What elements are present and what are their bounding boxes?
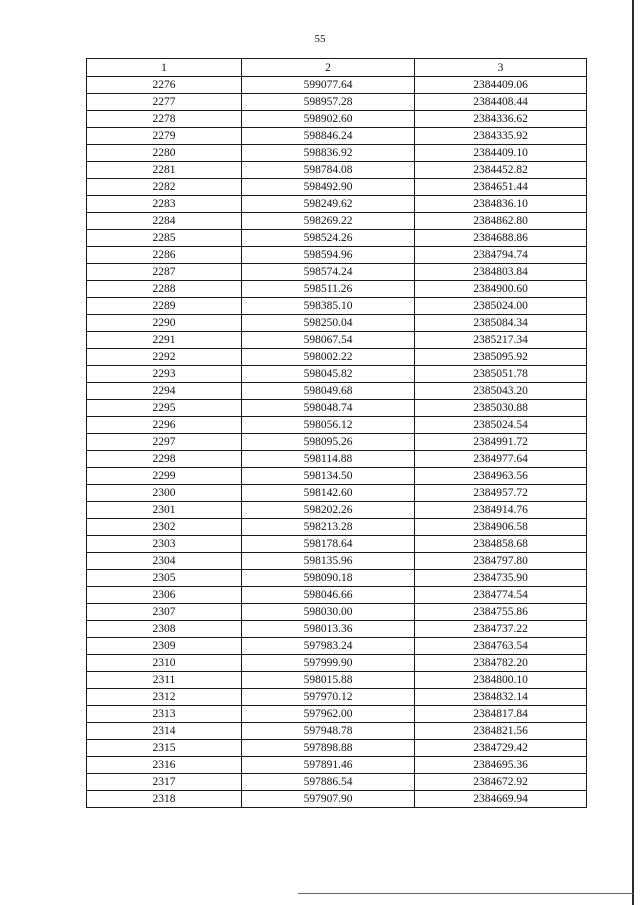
table-cell-col-1: 2297: [87, 434, 242, 451]
table-header: [87, 59, 587, 77]
table-cell-col-1: 2281: [87, 162, 242, 179]
table-cell-col-1: 2288: [87, 281, 242, 298]
table-cell-col-3: 2384836.10: [415, 196, 587, 213]
table-cell-col-2: 598574.24: [242, 264, 415, 281]
table-cell-col-3: 2384695.36: [415, 757, 587, 774]
table-cell-col-1: 2300: [87, 485, 242, 502]
table-cell-col-2: 597962.00: [242, 706, 415, 723]
header-row: [87, 59, 587, 77]
table-cell-col-1: 2304: [87, 553, 242, 570]
table-cell-col-3: 2384803.84: [415, 264, 587, 281]
table-cell-col-3: 2385217.34: [415, 332, 587, 349]
table-cell-col-1: 2308: [87, 621, 242, 638]
table-cell-col-3: 2384817.84: [415, 706, 587, 723]
table-cell-col-3: 2384914.76: [415, 502, 587, 519]
page-number: 55: [314, 33, 326, 45]
table-cell-col-2: 598049.68: [242, 383, 415, 400]
table-cell-col-3: 2384335.92: [415, 128, 587, 145]
table-cell-col-1: 2285: [87, 230, 242, 247]
table-row: [87, 706, 587, 723]
table-cell-col-2: 598269.22: [242, 213, 415, 230]
table-row: [87, 332, 587, 349]
table-cell-col-1: 2280: [87, 145, 242, 162]
table-row: [87, 689, 587, 706]
table-cell-col-2: 598249.62: [242, 196, 415, 213]
table-cell-col-2: 598178.64: [242, 536, 415, 553]
table-row: [87, 485, 587, 502]
table-cell-col-2: 598492.90: [242, 179, 415, 196]
table-cell-col-2: 598135.96: [242, 553, 415, 570]
table-cell-col-3: 2384735.90: [415, 570, 587, 587]
table-cell-col-2: 598056.12: [242, 417, 415, 434]
table-cell-col-2: 598142.60: [242, 485, 415, 502]
table-cell-col-1: 2295: [87, 400, 242, 417]
coordinates-table: [86, 58, 587, 808]
table-cell-col-2: 598213.28: [242, 519, 415, 536]
table-cell-col-2: 598784.08: [242, 162, 415, 179]
table-cell-col-1: 2294: [87, 383, 242, 400]
table-cell-col-3: 2385030.88: [415, 400, 587, 417]
table-row: [87, 298, 587, 315]
table-cell-col-3: 2384774.54: [415, 587, 587, 604]
table-row: [87, 349, 587, 366]
table-cell-col-3: 2384800.10: [415, 672, 587, 689]
table-cell-col-1: 2298: [87, 451, 242, 468]
table-cell-col-2: 597891.46: [242, 757, 415, 774]
table-cell-col-1: 2296: [87, 417, 242, 434]
table-row: [87, 740, 587, 757]
table-cell-col-2: 598202.26: [242, 502, 415, 519]
table-row: [87, 791, 587, 808]
table-cell-col-2: 598013.36: [242, 621, 415, 638]
table-row: [87, 553, 587, 570]
table-cell-col-2: 597948.78: [242, 723, 415, 740]
table-cell-col-1: 2286: [87, 247, 242, 264]
table-row: [87, 655, 587, 672]
table-cell-col-1: 2299: [87, 468, 242, 485]
table-row: [87, 213, 587, 230]
table-cell-col-3: 2384336.62: [415, 111, 587, 128]
table-cell-col-3: 2384409.10: [415, 145, 587, 162]
table-row: [87, 451, 587, 468]
table-cell-col-1: 2290: [87, 315, 242, 332]
table-cell-col-3: 2385024.00: [415, 298, 587, 315]
table-row: [87, 264, 587, 281]
table-cell-col-1: 2314: [87, 723, 242, 740]
table-row: [87, 247, 587, 264]
table-cell-col-3: 2384755.86: [415, 604, 587, 621]
table-cell-col-2: 598090.18: [242, 570, 415, 587]
table-cell-col-3: 2385084.34: [415, 315, 587, 332]
table-cell-col-3: 2384672.92: [415, 774, 587, 791]
table-cell-col-1: 2282: [87, 179, 242, 196]
table-cell-col-2: 598095.26: [242, 434, 415, 451]
table-row: [87, 196, 587, 213]
table-cell-col-1: 2283: [87, 196, 242, 213]
table-row: [87, 570, 587, 587]
table-cell-col-3: 2384963.56: [415, 468, 587, 485]
table-cell-col-2: 598846.24: [242, 128, 415, 145]
table-cell-col-2: 598048.74: [242, 400, 415, 417]
table-cell-col-3: 2385043.20: [415, 383, 587, 400]
table-cell-col-3: 2384977.64: [415, 451, 587, 468]
table-cell-col-2: 597898.88: [242, 740, 415, 757]
table-cell-col-1: 2303: [87, 536, 242, 553]
table-cell-col-1: 2276: [87, 77, 242, 94]
table-cell-col-1: 2292: [87, 349, 242, 366]
page-edge-line: [632, 0, 634, 905]
table-row: [87, 417, 587, 434]
table-row: [87, 587, 587, 604]
table-cell-col-2: 598046.66: [242, 587, 415, 604]
table-cell-col-3: 2385095.92: [415, 349, 587, 366]
table-row: [87, 145, 587, 162]
table-cell-col-2: 598511.26: [242, 281, 415, 298]
table-cell-col-3: 2384452.82: [415, 162, 587, 179]
table-cell-col-1: 2279: [87, 128, 242, 145]
table-cell-col-3: 2385051.78: [415, 366, 587, 383]
table-cell-col-1: 2309: [87, 638, 242, 655]
table-cell-col-1: 2312: [87, 689, 242, 706]
table-row: [87, 230, 587, 247]
table-row: [87, 315, 587, 332]
table-row: [87, 774, 587, 791]
table-cell-col-3: 2384651.44: [415, 179, 587, 196]
table-cell-col-3: 2384737.22: [415, 621, 587, 638]
table-cell-col-1: 2311: [87, 672, 242, 689]
table-cell-col-1: 2317: [87, 774, 242, 791]
table-cell-col-3: 2384688.86: [415, 230, 587, 247]
table-cell-col-3: 2384862.80: [415, 213, 587, 230]
table-cell-col-2: 597999.90: [242, 655, 415, 672]
table-cell-col-2: 597907.90: [242, 791, 415, 808]
table-cell-col-3: 2384900.60: [415, 281, 587, 298]
page-bottom-line: [298, 893, 633, 894]
table-cell-col-2: 599077.64: [242, 77, 415, 94]
table-cell-col-1: 2284: [87, 213, 242, 230]
table-cell-col-2: 598524.26: [242, 230, 415, 247]
table-row: [87, 638, 587, 655]
table-cell-col-1: 2318: [87, 791, 242, 808]
column-header-3: 3: [415, 59, 587, 77]
table-cell-col-3: 2384408.44: [415, 94, 587, 111]
table-row: [87, 723, 587, 740]
table-cell-col-1: 2293: [87, 366, 242, 383]
table-row: [87, 536, 587, 553]
table-cell-col-2: 598030.00: [242, 604, 415, 621]
table-row: [87, 621, 587, 638]
table-cell-col-1: 2301: [87, 502, 242, 519]
table-cell-col-1: 2277: [87, 94, 242, 111]
table-cell-col-3: 2384991.72: [415, 434, 587, 451]
table-row: [87, 383, 587, 400]
table-cell-col-3: 2384906.58: [415, 519, 587, 536]
table-cell-col-3: 2385024.54: [415, 417, 587, 434]
table-row: [87, 94, 587, 111]
table-row: [87, 366, 587, 383]
table-cell-col-3: 2384729.42: [415, 740, 587, 757]
table-cell-col-3: 2384858.68: [415, 536, 587, 553]
table-cell-col-2: 598385.10: [242, 298, 415, 315]
table-cell-col-3: 2384669.94: [415, 791, 587, 808]
table-cell-col-2: 598957.28: [242, 94, 415, 111]
table-row: [87, 757, 587, 774]
table-cell-col-1: 2289: [87, 298, 242, 315]
table-cell-col-1: 2291: [87, 332, 242, 349]
table-cell-col-2: 598594.96: [242, 247, 415, 264]
table-cell-col-3: 2384409.06: [415, 77, 587, 94]
table-row: [87, 672, 587, 689]
table-cell-col-2: 598045.82: [242, 366, 415, 383]
table-cell-col-1: 2278: [87, 111, 242, 128]
table-row: [87, 77, 587, 94]
table-cell-col-2: 598114.88: [242, 451, 415, 468]
table-row: [87, 179, 587, 196]
table-cell-col-2: 598250.04: [242, 315, 415, 332]
table-cell-col-1: 2307: [87, 604, 242, 621]
table-row: [87, 468, 587, 485]
table-row: [87, 111, 587, 128]
table-cell-col-1: 2313: [87, 706, 242, 723]
table-cell-col-2: 598067.54: [242, 332, 415, 349]
table-row: [87, 400, 587, 417]
column-header-1: 1: [87, 59, 242, 77]
table-cell-col-3: 2384797.80: [415, 553, 587, 570]
table-cell-col-3: 2384821.56: [415, 723, 587, 740]
table-row: [87, 604, 587, 621]
table-cell-col-2: 597886.54: [242, 774, 415, 791]
table-cell-col-1: 2305: [87, 570, 242, 587]
table-cell-col-3: 2384763.54: [415, 638, 587, 655]
table-row: [87, 281, 587, 298]
table-cell-col-3: 2384794.74: [415, 247, 587, 264]
table-row: [87, 519, 587, 536]
table-cell-col-1: 2315: [87, 740, 242, 757]
table-cell-col-1: 2306: [87, 587, 242, 604]
table-cell-col-2: 597983.24: [242, 638, 415, 655]
table-cell-col-3: 2384832.14: [415, 689, 587, 706]
table-cell-col-1: 2316: [87, 757, 242, 774]
table-body: [87, 77, 587, 808]
table-row: [87, 162, 587, 179]
table-row: [87, 502, 587, 519]
table-cell-col-2: 598134.50: [242, 468, 415, 485]
table-cell-col-3: 2384957.72: [415, 485, 587, 502]
column-header-2: 2: [242, 59, 415, 77]
table-cell-col-2: 598902.60: [242, 111, 415, 128]
table-cell-col-2: 598015.88: [242, 672, 415, 689]
table-cell-col-2: 598002.22: [242, 349, 415, 366]
table-cell-col-2: 597970.12: [242, 689, 415, 706]
table-row: [87, 434, 587, 451]
table-cell-col-1: 2310: [87, 655, 242, 672]
table-cell-col-1: 2302: [87, 519, 242, 536]
table-cell-col-3: 2384782.20: [415, 655, 587, 672]
table-row: [87, 128, 587, 145]
table-cell-col-1: 2287: [87, 264, 242, 281]
table-cell-col-2: 598836.92: [242, 145, 415, 162]
